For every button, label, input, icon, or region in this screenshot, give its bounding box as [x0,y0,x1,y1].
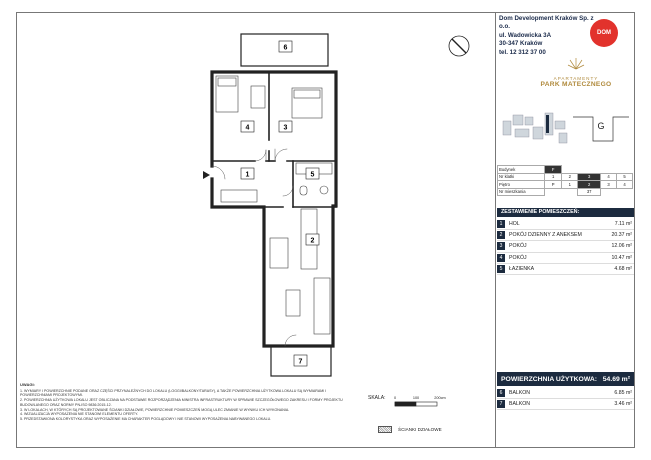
loc-row-building: Budynek F [498,166,633,174]
room-row: 2 POKÓJ DZIENNY Z ANEKSEM 20.37 m² [497,230,634,241]
loc-row-apartment: Nr mieszkania 37 [498,188,633,196]
room-row: 1 HOL 7.11 m² [497,219,634,230]
note-line: 1. WYMIARY I POWIERZCHNIE PODANE ORAZ CZĘŚCI PRZYNALEŻNYCH DO LOKALU (LOGGI/BALKONY/TARASY), A TAKŻE POWIERZCHNIA UŻYTKOWA LOKALU SĄ WYMIARAMI I POWIERZCHNIAMI PROJEKTOWYMI. [20,388,327,398]
total-value: 54.69 m² [602,375,630,383]
company-city: 30-347 Kraków [499,40,543,48]
svg-text:6: 6 [283,44,288,52]
note-line: 4. WIZUALIZACJA WYPOSAŻENIA NIE STANOWI ELEMENTU OFERTY. [20,412,139,417]
scale-label: SKALA: [368,395,386,401]
company-info [499,15,599,57]
scale-bar [395,402,437,406]
furniture [216,76,332,334]
site-plan-thumbnails [497,103,633,163]
note-line: 3. W LOKALACH, W KTÓRYCH SĄ PROJEKTOWANE ŚCIANKI DZIAŁOWE, POWIERZCHNIE POMIESZCZEŃ MOGĄ ULEC ZMIANIE W WYNIKU ICH WYKONANIA. [20,407,290,412]
compass-icon [449,36,469,56]
svg-text:4: 4 [245,124,250,132]
svg-text:5: 5 [310,171,315,179]
svg-text:1: 1 [245,171,250,179]
plan-label-1 [241,168,254,179]
rooms-title: ZESTAWIENIE POMIESZCZEŃ: [497,208,634,217]
dom-logo: DOM [590,19,618,47]
loc-row-floor: Piętro P 1 2 3 4 [498,181,633,189]
company-name: Dom Development Kraków Sp. z o.o. [499,15,594,31]
site-label: G [597,121,605,131]
svg-text:3: 3 [283,124,288,132]
legend-text: ŚCIANKI DZIAŁOWE [398,427,442,432]
sunburst-icon [567,56,585,70]
note-line: 5. PRZEDSTAWIONA KOLORYSTYKA ORAZ WYPOSAŻENIE MA CHARAKTER POGLĄDOWY I NIE STANOWI WYPOSAŻENIA NABYWANEGO LOKALU. [20,416,272,421]
entrance-arrow [203,171,210,179]
balcony-list [497,388,634,410]
location-table [497,165,633,196]
rooms-list [497,219,634,275]
svg-text:2: 2 [310,237,315,245]
plan-label-5 [306,168,319,179]
room-row: 4 POKÓJ 10.47 m² [497,253,634,264]
total-label: POWIERZCHNIA UŻYTKOWA: [501,375,598,383]
plan-label-4 [241,121,254,132]
room-row: 5 ŁAZIENKA 4.68 m² [497,264,634,275]
plan-label-7 [294,355,307,366]
usable-area-total [497,372,634,386]
legend [378,426,442,433]
company-street: ul. Wadowicka 3A [499,31,552,39]
company-phone: tel. 12 312 37 00 [499,48,546,56]
exterior-walls [212,72,336,346]
svg-text:7: 7 [298,358,303,366]
hatch-swatch [378,426,392,433]
svg-text:0: 0 [393,396,397,400]
notes-title: UWAGI: [20,382,35,387]
brand-line2: PARK MATECZNEGO [540,81,612,88]
balcony-row: 7 BALKON 3.46 m² [497,399,634,410]
scale-ticks [394,396,446,400]
plan-label-2 [306,234,319,245]
room-row: 3 POKÓJ 12.06 m² [497,241,634,252]
svg-text:100: 100 [412,396,420,400]
plan-label-6 [279,41,292,52]
brand-logo [531,56,621,88]
plan-label-3 [279,121,292,132]
svg-text:200cm: 200cm [434,396,446,400]
brand-line1: APARTAMENTY [553,76,599,81]
notes [20,383,350,422]
note-line: 2. POWIERZCHNIA UŻYTKOWA LOKALU JEST OBLICZANA NA PODSTAWIE ROZPORZĄDZENIA MINISTRA INFRASTRUKTURY W SPRAWIE SZCZEGÓŁOWEGO ZAKRESU I FORMY PROJEKTU BUDOWLANEGO ORAZ NORMY PN-ISO 9836:2015-12. [20,398,343,407]
loc-row-staircase: Nr klatki 1 2 3 4 5 [498,173,633,181]
interior-walls [212,72,336,207]
balcony-row: 6 BALKON 6.85 m² [497,388,634,399]
